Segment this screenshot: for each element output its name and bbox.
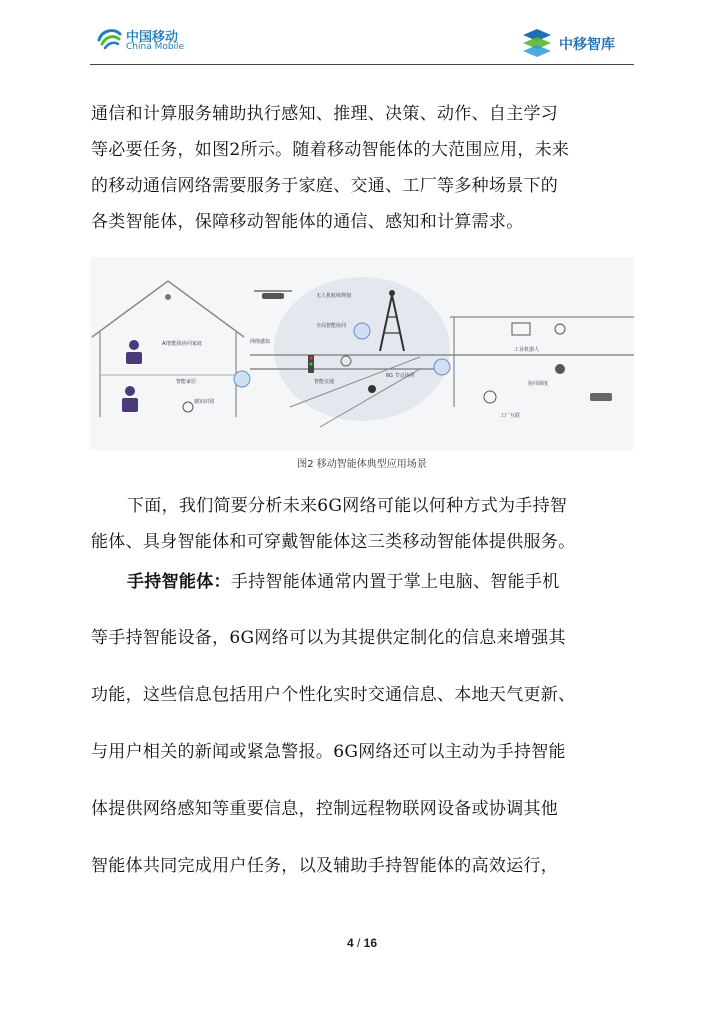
- paragraph-3: [91, 610, 636, 895]
- paragraph-3-line: 等手持智能设备，6G网络可以为其提供定制化的信息来增强其: [91, 628, 566, 648]
- ai-brain-icon: [354, 323, 370, 339]
- figure-label: 全局智能协同: [316, 323, 347, 329]
- figure-application-scenarios: [90, 257, 634, 450]
- house-roof: [92, 281, 244, 337]
- robot-arm-icon: [555, 364, 565, 374]
- paragraph-3-line: 智能体共同完成用户任务，以及辅助手持智能体的高效运行，: [91, 856, 559, 876]
- page-header: [0, 0, 724, 70]
- paragraph-2: [91, 488, 636, 560]
- china-mobile-logo-en: China Mobile: [126, 42, 185, 52]
- paragraph-1-line: 各类智能体，保障移动智能体的通信、感知和计算需求。: [91, 212, 524, 232]
- figure-label: 智能家居: [176, 379, 197, 385]
- page-number: [0, 936, 724, 950]
- person-icon: [126, 352, 142, 364]
- china-mobile-logo: [96, 24, 185, 58]
- figure-label: 网络感知: [250, 339, 271, 345]
- think-tank-logo-icon: [519, 25, 555, 59]
- figure-label: 工厂互联: [500, 413, 521, 419]
- figure-label: 感知识别: [194, 399, 215, 405]
- china-mobile-logo-cn: 中国移动: [126, 30, 179, 45]
- ai-brain-icon: [434, 359, 450, 375]
- paragraph-3-first-line: [127, 564, 672, 600]
- person-icon: [368, 385, 376, 393]
- figure-label: 协同调度: [528, 381, 549, 387]
- handheld-agent-heading: 手持智能体：: [127, 572, 231, 592]
- worker-icon: [555, 324, 565, 334]
- page-number-total: 16: [363, 936, 378, 950]
- paragraph-1-line: 等必要任务，如图2所示。随着移动智能体的大范围应用，未来: [91, 140, 570, 160]
- ceiling-lamp-icon: [165, 294, 171, 300]
- figure-label: AI智能体协同家庭: [162, 341, 202, 347]
- page-number-current: 4: [346, 936, 354, 950]
- paragraph-3-line: [127, 564, 672, 600]
- paragraph-3-line: 与用户相关的新闻或紧急警报。6G网络还可以主动为手持智能: [91, 742, 566, 762]
- paragraph-1-line: 的移动通信网络需要服务于家庭、交通、工厂等多种场景下的: [91, 176, 559, 196]
- traffic-light-icon: [310, 357, 313, 360]
- monitor-icon: [512, 323, 530, 335]
- vr-headset-icon: [484, 391, 496, 403]
- agv-icon: [590, 393, 612, 401]
- cell-tower-icon: [389, 290, 395, 296]
- person-icon: [129, 340, 139, 350]
- page-number-separator: /: [353, 936, 364, 950]
- traffic-light-icon: [310, 363, 313, 366]
- think-tank-logo: [519, 25, 615, 59]
- robot-vacuum-icon: [183, 402, 193, 412]
- drone-icon: [262, 293, 284, 299]
- figure-label: 智能交通: [314, 379, 335, 385]
- paragraph-3-line: 体提供网络感知等重要信息，控制远程物联网设备或协调其他: [91, 799, 559, 819]
- figure-label: 工业机器人: [514, 347, 540, 353]
- paragraph-2-line: 能体、具身智能体和可穿戴智能体这三类移动智能体提供服务。: [91, 532, 576, 552]
- paragraph-3-text: 手持智能体通常内置于掌上电脑、智能手机: [230, 572, 560, 592]
- person-icon: [122, 398, 138, 412]
- person-icon: [125, 386, 135, 396]
- scenario-illustration: [90, 257, 634, 450]
- ai-brain-icon: [234, 371, 250, 387]
- china-mobile-logo-icon: [96, 24, 124, 52]
- paragraph-2-line: 下面，我们简要分析未来6G网络可能以何种方式为手持智: [127, 496, 568, 516]
- think-tank-logo-cn: 中移智库: [559, 37, 615, 53]
- figure-label: 无人机航线规划: [316, 293, 352, 299]
- paragraph-3-line: 功能，这些信息包括用户个性化实时交通信息、本地天气更新、: [91, 685, 576, 705]
- figure-caption: 图2 移动智能体典型应用场景: [297, 459, 427, 470]
- header-divider: [90, 64, 634, 65]
- paragraph-1-line: 通信和计算服务辅助执行感知、推理、决策、动作、自主学习: [91, 104, 559, 124]
- figure-label: 6G 节点协同: [386, 373, 415, 379]
- central-network-cloud: [274, 277, 450, 421]
- paragraph-1: [91, 96, 636, 240]
